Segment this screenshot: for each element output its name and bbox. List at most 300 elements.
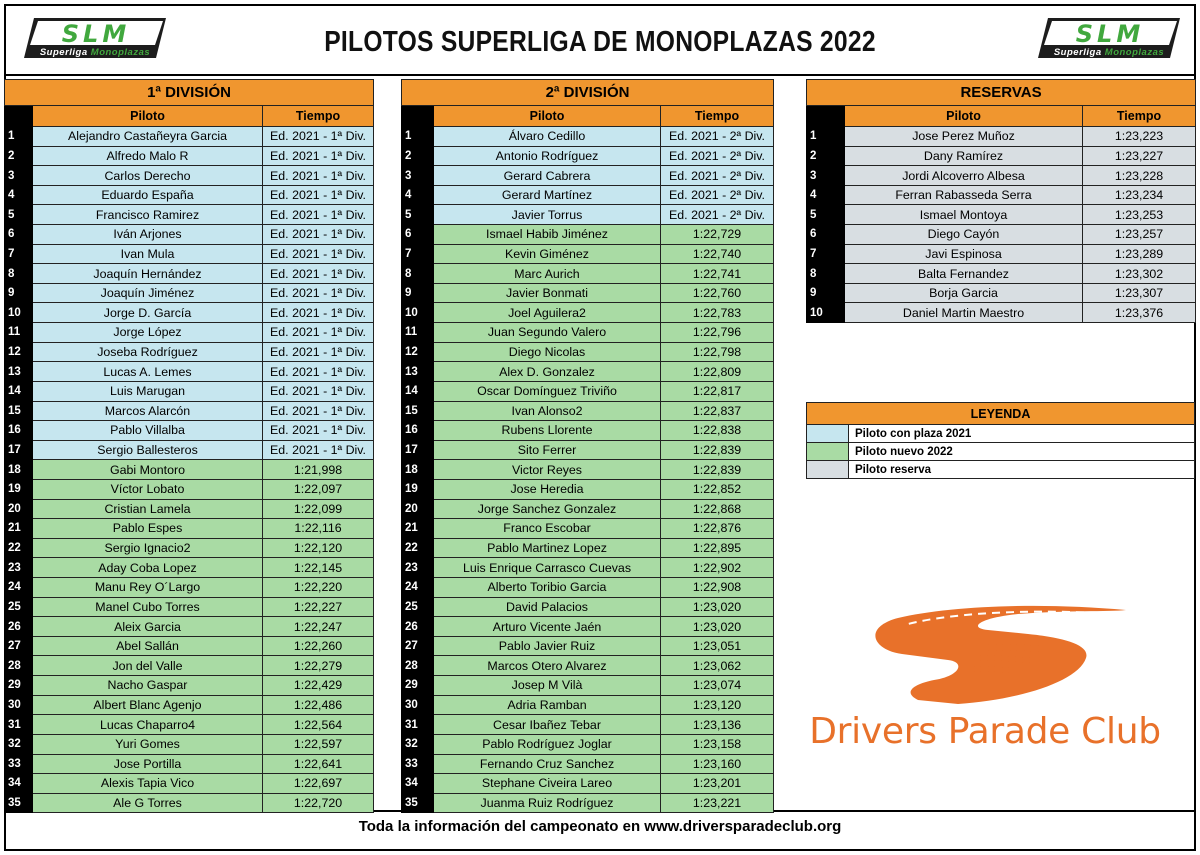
row-number: 11 [5,323,33,343]
piloto-name: Jose Portilla [33,754,263,774]
piloto-name: Javier Torrus [434,205,661,225]
table-row [402,342,774,362]
tiempo-value: 1:22,145 [263,558,374,578]
piloto-name: Victor Reyes [434,460,661,480]
table-row [807,244,1196,264]
tiempo-value: 1:23,136 [661,715,774,735]
table-row [5,225,374,245]
table-row [807,264,1196,284]
table-row [5,146,374,166]
piloto-name: Pablo Martinez Lopez [434,538,661,558]
piloto-name: Borja Garcia [845,283,1083,303]
legend-swatch-reserva [807,461,849,479]
page-title: PILOTOS SUPERLIGA DE MONOPLAZAS 2022 [324,26,876,58]
tiempo-value: Ed. 2021 - 1ª Div. [263,362,374,382]
table-row [5,656,374,676]
table-row [5,127,374,147]
row-number: 1 [5,127,33,147]
table-row [5,440,374,460]
division-2-table [401,79,774,813]
table-row [5,460,374,480]
piloto-name: Gerard Cabrera [434,166,661,186]
piloto-name: Iván Arjones [33,225,263,245]
tiempo-value: Ed. 2021 - 2ª Div. [661,166,774,186]
tiempo-value: 1:23,257 [1083,225,1196,245]
legend-swatch-nuevo [807,443,849,461]
row-number: 10 [402,303,434,323]
piloto-name: Joseba Rodríguez [33,342,263,362]
piloto-name: Ivan Mula [33,244,263,264]
piloto-name: Oscar Domínguez Triviño [434,381,661,401]
piloto-name: Marcos Alarcón [33,401,263,421]
row-number: 15 [5,401,33,421]
piloto-name: Javier Bonmati [434,283,661,303]
piloto-column-header: Piloto [434,106,661,127]
table-row [402,695,774,715]
table-row [5,479,374,499]
piloto-name: Sergio Ignacio2 [33,538,263,558]
row-number: 5 [807,205,845,225]
logo-sub-left: Superliga [39,47,88,58]
table-row [807,225,1196,245]
tiempo-value: 1:22,260 [263,636,374,656]
row-number: 31 [402,715,434,735]
table-row [402,401,774,421]
piloto-name: Joaquín Hernández [33,264,263,284]
tiempo-value: 1:23,376 [1083,303,1196,323]
table-row [5,362,374,382]
drivers-parade-club-logo [790,600,1180,760]
table-row [5,793,374,813]
tiempo-value: Ed. 2021 - 1ª Div. [263,303,374,323]
piloto-name: Sergio Ballesteros [33,440,263,460]
piloto-name: Víctor Lobato [33,479,263,499]
table-row [807,185,1196,205]
tiempo-value: 1:23,289 [1083,244,1196,264]
piloto-name: Pablo Javier Ruiz [434,636,661,656]
row-number: 31 [5,715,33,735]
row-number: 21 [5,519,33,539]
slm-logo-left [24,18,166,58]
tiempo-value: 1:22,597 [263,734,374,754]
table-row [402,166,774,186]
piloto-name: Joel Aguilera2 [434,303,661,323]
table-row [5,205,374,225]
piloto-name: Lucas Chaparro4 [33,715,263,735]
piloto-name: Jorge Sanchez Gonzalez [434,499,661,519]
tiempo-value: 1:22,902 [661,558,774,578]
tiempo-value: Ed. 2021 - 1ª Div. [263,264,374,284]
table-row [5,283,374,303]
piloto-name: Pablo Espes [33,519,263,539]
piloto-name: Carlos Derecho [33,166,263,186]
row-number: 9 [807,283,845,303]
piloto-name: Alejandro Castañeyra Garcia [33,127,263,147]
division-1-rows [5,127,374,813]
table-row [807,303,1196,323]
tiempo-value: Ed. 2021 - 2ª Div. [661,205,774,225]
tiempo-value: 1:22,697 [263,774,374,794]
tiempo-column-header: Tiempo [1083,106,1196,127]
row-number: 8 [402,264,434,284]
logo-sub-right: Monoplazas [90,47,151,58]
table-row [807,205,1196,225]
row-number: 34 [5,774,33,794]
tiempo-value: 1:23,221 [661,793,774,813]
tiempo-value: 1:22,116 [263,519,374,539]
tiempo-value: Ed. 2021 - 1ª Div. [263,381,374,401]
table-row [402,558,774,578]
row-number: 14 [402,381,434,401]
row-number: 17 [402,440,434,460]
tiempo-value: Ed. 2021 - 1ª Div. [263,421,374,441]
table-row [5,676,374,696]
piloto-name: Ismael Montoya [845,205,1083,225]
piloto-name: Franco Escobar [434,519,661,539]
logo-sub-right: Monoplazas [1104,47,1165,58]
tiempo-value: Ed. 2021 - 1ª Div. [263,146,374,166]
tiempo-value: 1:23,051 [661,636,774,656]
piloto-name: Daniel Martin Maestro [845,303,1083,323]
piloto-name: Yuri Gomes [33,734,263,754]
row-number: 23 [402,558,434,578]
table-row [402,597,774,617]
tiempo-value: Ed. 2021 - 2ª Div. [661,185,774,205]
piloto-name: Aleix Garcia [33,617,263,637]
table-row [402,381,774,401]
row-number: 12 [5,342,33,362]
piloto-name: Josep M Vilà [434,676,661,696]
row-number: 9 [402,283,434,303]
row-number: 32 [5,734,33,754]
tiempo-value: 1:22,486 [263,695,374,715]
row-number: 16 [5,421,33,441]
row-number: 20 [5,499,33,519]
row-number: 6 [807,225,845,245]
piloto-name: Alberto Toribio Garcia [434,578,661,598]
table-row [5,617,374,637]
tiempo-value: 1:22,839 [661,460,774,480]
brand-name: Drivers Parade Club [809,711,1161,752]
table-row [5,185,374,205]
table-row [5,538,374,558]
legend-swatch-plaza [807,425,849,443]
piloto-name: Jordi Alcoverro Albesa [845,166,1083,186]
tiempo-value: 1:23,020 [661,617,774,637]
piloto-name: Juanma Ruiz Rodríguez [434,793,661,813]
row-number: 25 [5,597,33,617]
table-row [5,754,374,774]
tiempo-value: 1:22,740 [661,244,774,264]
division-1-title: 1ª DIVISIÓN [5,80,374,106]
table-row [402,323,774,343]
row-number: 26 [402,617,434,637]
piloto-name: Alexis Tapia Vico [33,774,263,794]
row-number: 2 [5,146,33,166]
table-row [402,225,774,245]
table-row [402,440,774,460]
row-number: 13 [402,362,434,382]
piloto-name: Ismael Habib Jiménez [434,225,661,245]
piloto-name: Jose Heredia [434,479,661,499]
piloto-name: Fernando Cruz Sanchez [434,754,661,774]
row-number: 27 [5,636,33,656]
tiempo-value: 1:22,220 [263,578,374,598]
tiempo-value: 1:23,307 [1083,283,1196,303]
row-number: 19 [5,479,33,499]
tiempo-value: 1:23,062 [661,656,774,676]
table-row [402,127,774,147]
piloto-name: Marc Aurich [434,264,661,284]
piloto-name: Dany Ramírez [845,146,1083,166]
row-number: 12 [402,342,434,362]
table-row [5,519,374,539]
tiempo-value: 1:22,741 [661,264,774,284]
table-row [5,381,374,401]
piloto-name: Alfredo Malo R [33,146,263,166]
tiempo-value: Ed. 2021 - 1ª Div. [263,342,374,362]
row-number: 16 [402,421,434,441]
tiempo-value: 1:22,839 [661,440,774,460]
row-number: 13 [5,362,33,382]
row-number: 22 [5,538,33,558]
piloto-name: Lucas A. Lemes [33,362,263,382]
tiempo-value: 1:23,234 [1083,185,1196,205]
tiempo-value: 1:22,798 [661,342,774,362]
tiempo-value: 1:23,227 [1083,146,1196,166]
piloto-column-header: Piloto [33,106,263,127]
road-swoosh-icon [868,600,1128,710]
tiempo-value: 1:22,837 [661,401,774,421]
piloto-name: Arturo Vicente Jaén [434,617,661,637]
tiempo-value: 1:22,838 [661,421,774,441]
row-number: 26 [5,617,33,637]
row-number: 30 [5,695,33,715]
tiempo-value: 1:22,120 [263,538,374,558]
row-number: 32 [402,734,434,754]
piloto-name: Kevin Giménez [434,244,661,264]
row-number: 4 [402,185,434,205]
table-row [402,205,774,225]
tiempo-value: 1:22,852 [661,479,774,499]
piloto-name: Abel Sallán [33,636,263,656]
legend-title: LEYENDA [807,403,1195,425]
tiempo-value: Ed. 2021 - 1ª Div. [263,244,374,264]
reservas-rows [807,127,1196,323]
piloto-name: Balta Fernandez [845,264,1083,284]
num-column-header [5,106,33,127]
tiempo-value: 1:23,302 [1083,264,1196,284]
row-number: 24 [5,578,33,598]
tiempo-value: 1:23,201 [661,774,774,794]
table-row [402,617,774,637]
table-row [402,362,774,382]
tiempo-value: 1:22,908 [661,578,774,598]
table-row [402,499,774,519]
piloto-name: Stephane Civeira Lareo [434,774,661,794]
table-row [807,166,1196,186]
row-number: 11 [402,323,434,343]
tiempo-value: Ed. 2021 - 1ª Div. [263,323,374,343]
reservas-table [806,79,1196,323]
row-number: 29 [5,676,33,696]
tiempo-value: 1:22,809 [661,362,774,382]
tiempo-value: 1:23,253 [1083,205,1196,225]
piloto-name: Jorge D. García [33,303,263,323]
tiempo-value: 1:22,729 [661,225,774,245]
row-number: 21 [402,519,434,539]
row-number: 19 [402,479,434,499]
piloto-name: Jorge López [33,323,263,343]
tiempo-value: Ed. 2021 - 1ª Div. [263,166,374,186]
tiempo-value: Ed. 2021 - 1ª Div. [263,185,374,205]
row-number: 18 [402,460,434,480]
table-row [402,734,774,754]
piloto-name: Cesar Ibañez Tebar [434,715,661,735]
table-row [5,421,374,441]
row-number: 35 [5,793,33,813]
piloto-name: Pablo Villalba [33,421,263,441]
row-number: 6 [5,225,33,245]
tiempo-value: Ed. 2021 - 1ª Div. [263,225,374,245]
tiempo-value: 1:22,760 [661,283,774,303]
table-row [402,676,774,696]
division-2-rows [402,127,774,813]
piloto-name: Diego Cayón [845,225,1083,245]
table-row [402,519,774,539]
table-row [402,774,774,794]
piloto-name: Joaquín Jiménez [33,283,263,303]
piloto-column-header: Piloto [845,106,1083,127]
tiempo-column-header: Tiempo [661,106,774,127]
legend-table [806,402,1195,479]
row-number: 3 [402,166,434,186]
tiempo-value: 1:22,817 [661,381,774,401]
table-row [402,264,774,284]
tiempo-value: 1:23,228 [1083,166,1196,186]
piloto-name: Rubens Llorente [434,421,661,441]
table-row [402,244,774,264]
tiempo-value: 1:22,279 [263,656,374,676]
table-row [807,283,1196,303]
piloto-name: David Palacios [434,597,661,617]
tiempo-value: 1:23,020 [661,597,774,617]
footer-info: Toda la información del campeonato en www.driversparadeclub.org [358,818,842,835]
row-number: 6 [402,225,434,245]
legend-label-nuevo: Piloto nuevo 2022 [849,443,1195,461]
row-number: 10 [807,303,845,323]
tiempo-value: 1:23,158 [661,734,774,754]
table-row [5,342,374,362]
tiempo-value: 1:21,998 [263,460,374,480]
tiempo-value: Ed. 2021 - 2ª Div. [661,127,774,147]
row-number: 3 [807,166,845,186]
table-row [402,715,774,735]
table-row [5,734,374,754]
table-row [5,578,374,598]
legend-label-reserva: Piloto reserva [849,461,1195,479]
table-row [5,695,374,715]
row-number: 24 [402,578,434,598]
table-row [402,185,774,205]
tiempo-value: 1:22,099 [263,499,374,519]
table-row [807,127,1196,147]
tiempo-value: Ed. 2021 - 1ª Div. [263,401,374,421]
row-number: 30 [402,695,434,715]
tiempo-value: 1:22,895 [661,538,774,558]
row-number: 23 [5,558,33,578]
row-number: 3 [5,166,33,186]
tiempo-value: 1:23,160 [661,754,774,774]
piloto-name: Adria Ramban [434,695,661,715]
piloto-name: Jon del Valle [33,656,263,676]
tiempo-value: 1:22,429 [263,676,374,696]
table-row [402,460,774,480]
tiempo-value: 1:22,247 [263,617,374,637]
row-number: 33 [5,754,33,774]
table-row [807,146,1196,166]
row-number: 34 [402,774,434,794]
table-row [5,715,374,735]
num-column-header [402,106,434,127]
piloto-name: Luis Marugan [33,381,263,401]
row-number: 7 [402,244,434,264]
table-row [5,597,374,617]
table-row [402,538,774,558]
piloto-name: Albert Blanc Agenjo [33,695,263,715]
table-row [5,558,374,578]
piloto-name: Ferran Rabasseda Serra [845,185,1083,205]
piloto-name: Luis Enrique Carrasco Cuevas [434,558,661,578]
piloto-name: Pablo Rodríguez Joglar [434,734,661,754]
piloto-name: Diego Nicolas [434,342,661,362]
tiempo-value: Ed. 2021 - 1ª Div. [263,283,374,303]
row-number: 2 [807,146,845,166]
row-number: 20 [402,499,434,519]
piloto-name: Marcos Otero Alvarez [434,656,661,676]
logo-sub-left: Superliga [1053,47,1102,58]
tiempo-value: Ed. 2021 - 2ª Div. [661,146,774,166]
table-row [5,401,374,421]
header-divider [4,74,1196,76]
piloto-name: Cristian Lamela [33,499,263,519]
piloto-name: Francisco Ramirez [33,205,263,225]
tiempo-value: 1:23,074 [661,676,774,696]
tiempo-value: 1:23,223 [1083,127,1196,147]
row-number: 9 [5,283,33,303]
piloto-name: Nacho Gaspar [33,676,263,696]
piloto-name: Gerard Martínez [434,185,661,205]
tiempo-column-header: Tiempo [263,106,374,127]
row-number: 1 [402,127,434,147]
row-number: 1 [807,127,845,147]
tiempo-value: 1:22,720 [263,793,374,813]
table-row [402,421,774,441]
piloto-name: Javi Espinosa [845,244,1083,264]
tiempo-value: 1:22,641 [263,754,374,774]
table-row [5,499,374,519]
division-1-table [4,79,374,813]
piloto-name: Manel Cubo Torres [33,597,263,617]
piloto-name: Ivan Alonso2 [434,401,661,421]
row-number: 25 [402,597,434,617]
table-row [5,166,374,186]
row-number: 27 [402,636,434,656]
table-row [402,146,774,166]
piloto-name: Eduardo España [33,185,263,205]
piloto-name: Gabi Montoro [33,460,263,480]
table-row [5,636,374,656]
